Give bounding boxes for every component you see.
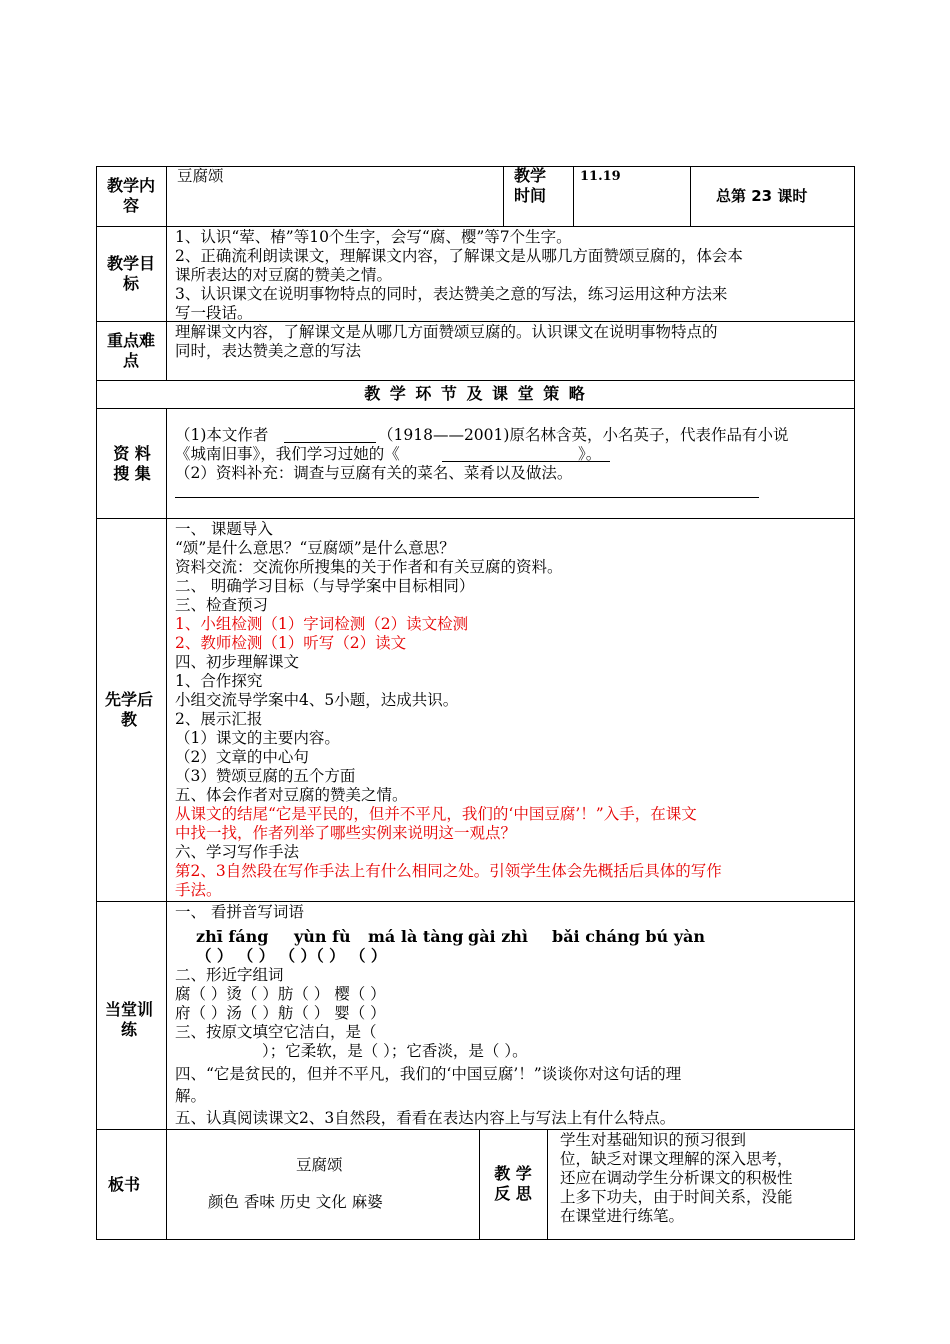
row-divider [96, 901, 855, 902]
board-items: 颜色 香味 历史 文化 麻婆 [208, 1193, 383, 1211]
reflection-line: 还应在调动学生分析课文的积极性 [560, 1169, 793, 1187]
prestudy-line: 1、合作探究 [175, 672, 263, 690]
pinyin-word: bǎi cháng bú yàn [552, 927, 706, 946]
goal-line: 2、正确流利朗读课文，理解课文内容，了解课文是从哪几方面赞颂豆腐的，体会本 [175, 247, 743, 265]
prestudy-line: 2、展示汇报 [175, 710, 263, 728]
row-divider [96, 518, 855, 519]
reflection-line: 位，缺乏对课文理解的深入思考， [560, 1150, 793, 1168]
practice-q4: 四、“它是贫民的，但并不平凡，我们的‘中国豆腐’！”谈谈你对这句话的理 [175, 1065, 682, 1083]
char-pairs-row: 府（ ）汤（ ）舫（ ） 婴（ ） [175, 1004, 386, 1022]
goal-line: 1、认识“荤、椿”等10个生字，会写“腐、樱”等7个生字。 [175, 228, 572, 246]
materials-line3: （2）资料补充：调查与豆腐有关的菜名、菜肴以及做法。 [175, 464, 573, 482]
prestudy-line: （3）赞颂豆腐的五个方面 [175, 767, 356, 785]
prestudy-line: 三、检查预习 [175, 596, 269, 614]
row-divider [96, 380, 855, 381]
column-divider [573, 166, 574, 226]
goal-line: 3、认识课文在说明事物特点的同时，表达赞美之意的写法，练习运用这种方法来 [175, 285, 728, 303]
label-column-divider [166, 166, 167, 380]
prestudy-line: 小组交流导学案中4、5小题，达成共识。 [175, 691, 459, 709]
keypoints-label: 重点难点 [106, 331, 155, 370]
prestudy-line-highlight: 1、小组检测（1）字词检测（2）读文检测 [175, 615, 469, 633]
column-divider [690, 166, 691, 226]
column-divider [479, 1129, 480, 1240]
table-border-right [854, 166, 855, 1240]
row-divider [96, 1129, 855, 1130]
content-value: 豆腐颂 [177, 167, 224, 185]
practice-q5: 五、认真阅读课文2、3自然段，看看在表达内容上与写法上有什么特点。 [175, 1109, 676, 1127]
prestudy-line-highlight: 2、教师检测（1）听写（2）读文 [175, 634, 407, 652]
time-label: 教学时间 [513, 166, 546, 205]
prestudy-line-highlight: 手法。 [175, 881, 222, 899]
author-blank [284, 442, 376, 443]
prestudy-label: 先学后教 [104, 690, 153, 729]
board-title: 豆腐颂 [296, 1156, 343, 1174]
materials-line1-a: （1)本文作者 [175, 426, 269, 444]
prestudy-line-highlight: 中找一找，作者列举了哪些实例来说明这一观点？ [175, 824, 517, 842]
content-label: 教学内容 [106, 176, 155, 215]
column-divider [547, 1129, 548, 1240]
prestudy-line: 二、 明确学习目标（与导学案中目标相同） [175, 577, 475, 595]
prestudy-line: 资料交流：交流你所搜集的关于作者和有关豆腐的资料。 [175, 558, 563, 576]
materials-line1-b: （1918——2001)原名林含英，小名英子，代表作品有小说 [378, 426, 789, 444]
prestudy-line: （2）文章的中心句 [175, 748, 309, 766]
practice-label: 当堂训练 [104, 1000, 153, 1039]
practice-q4-cont: 解。 [175, 1087, 207, 1105]
char-pairs-row: 腐（ ）烫（ ）肪（ ） 樱（ ） [175, 985, 386, 1003]
pinyin-word: yùn fù [294, 927, 351, 946]
practice-q1: 一、 看拼音写词语 [175, 903, 304, 921]
materials-answer-line [175, 497, 759, 498]
materials-line2-b: 》。 [578, 445, 602, 463]
prestudy-line: （1）课文的主要内容。 [175, 729, 340, 747]
practice-q3: 三、按原文填空它洁白，是（ [175, 1023, 377, 1041]
goals-label: 教学目标 [106, 254, 155, 293]
practice-q2: 二、形近字组词 [175, 966, 284, 984]
prestudy-line-highlight: 从课文的结尾“它是平民的，但并不平凡，我们的‘中国豆腐’！”入手，在课文 [175, 805, 697, 823]
reflection-label: 教 学 反 思 [494, 1164, 532, 1203]
prestudy-line: 六、学习写作手法 [175, 843, 300, 861]
pinyin-word: gài zhì [468, 927, 528, 946]
board-label: 板书 [107, 1175, 140, 1194]
time-value: 11.19 [580, 169, 621, 184]
reflection-line: 学生对基础知识的预习很到 [560, 1131, 747, 1149]
row-divider [96, 226, 855, 227]
table-border-left [96, 166, 97, 1240]
lesson-count: 总第 23 课时 [716, 187, 808, 205]
prestudy-line: 四、初步理解课文 [175, 653, 300, 671]
section-title: 教 学 环 节 及 课 堂 策 略 [364, 384, 587, 403]
practice-q3-cont: ）；它柔软，是（ ）；它香淡，是（ ）。 [262, 1042, 528, 1060]
prestudy-line: 五、体会作者对豆腐的赞美之情。 [175, 786, 408, 804]
row-divider [96, 408, 855, 409]
goal-line: 写一段话。 [175, 304, 253, 322]
pinyin-answer-brackets: （ ） （ ） （ ）（ ） （ ） [196, 946, 387, 965]
table-border-bottom [96, 1239, 855, 1240]
pinyin-word: zhī fáng [196, 927, 269, 946]
prestudy-line: 一、 课题导入 [175, 520, 273, 538]
label-column-divider [166, 408, 167, 1240]
materials-label: 资 料 搜 集 [113, 444, 151, 483]
pinyin-word: má là tàng [368, 927, 464, 946]
keypoints-line: 理解课文内容，了解课文是从哪几方面赞颂豆腐的。认识课文在说明事物特点的 [175, 323, 718, 341]
column-divider [503, 166, 504, 226]
prestudy-line: “颂”是什么意思？“豆腐颂”是什么意思？ [175, 539, 455, 557]
prestudy-line-highlight: 第2、3自然段在写作手法上有什么相同之处。引领学生体会先概括后具体的写作 [175, 862, 722, 880]
keypoints-line: 同时，表达赞美之意的写法 [175, 342, 362, 360]
reflection-line: 在课堂进行练笔。 [560, 1207, 685, 1225]
materials-line2-a: 《城南旧事》，我们学习过她的《 [175, 445, 400, 463]
reflection-line: 上多下功夫，由于时间关系，没能 [560, 1188, 793, 1206]
goal-line: 课所表达的对豆腐的赞美之情。 [175, 266, 393, 284]
